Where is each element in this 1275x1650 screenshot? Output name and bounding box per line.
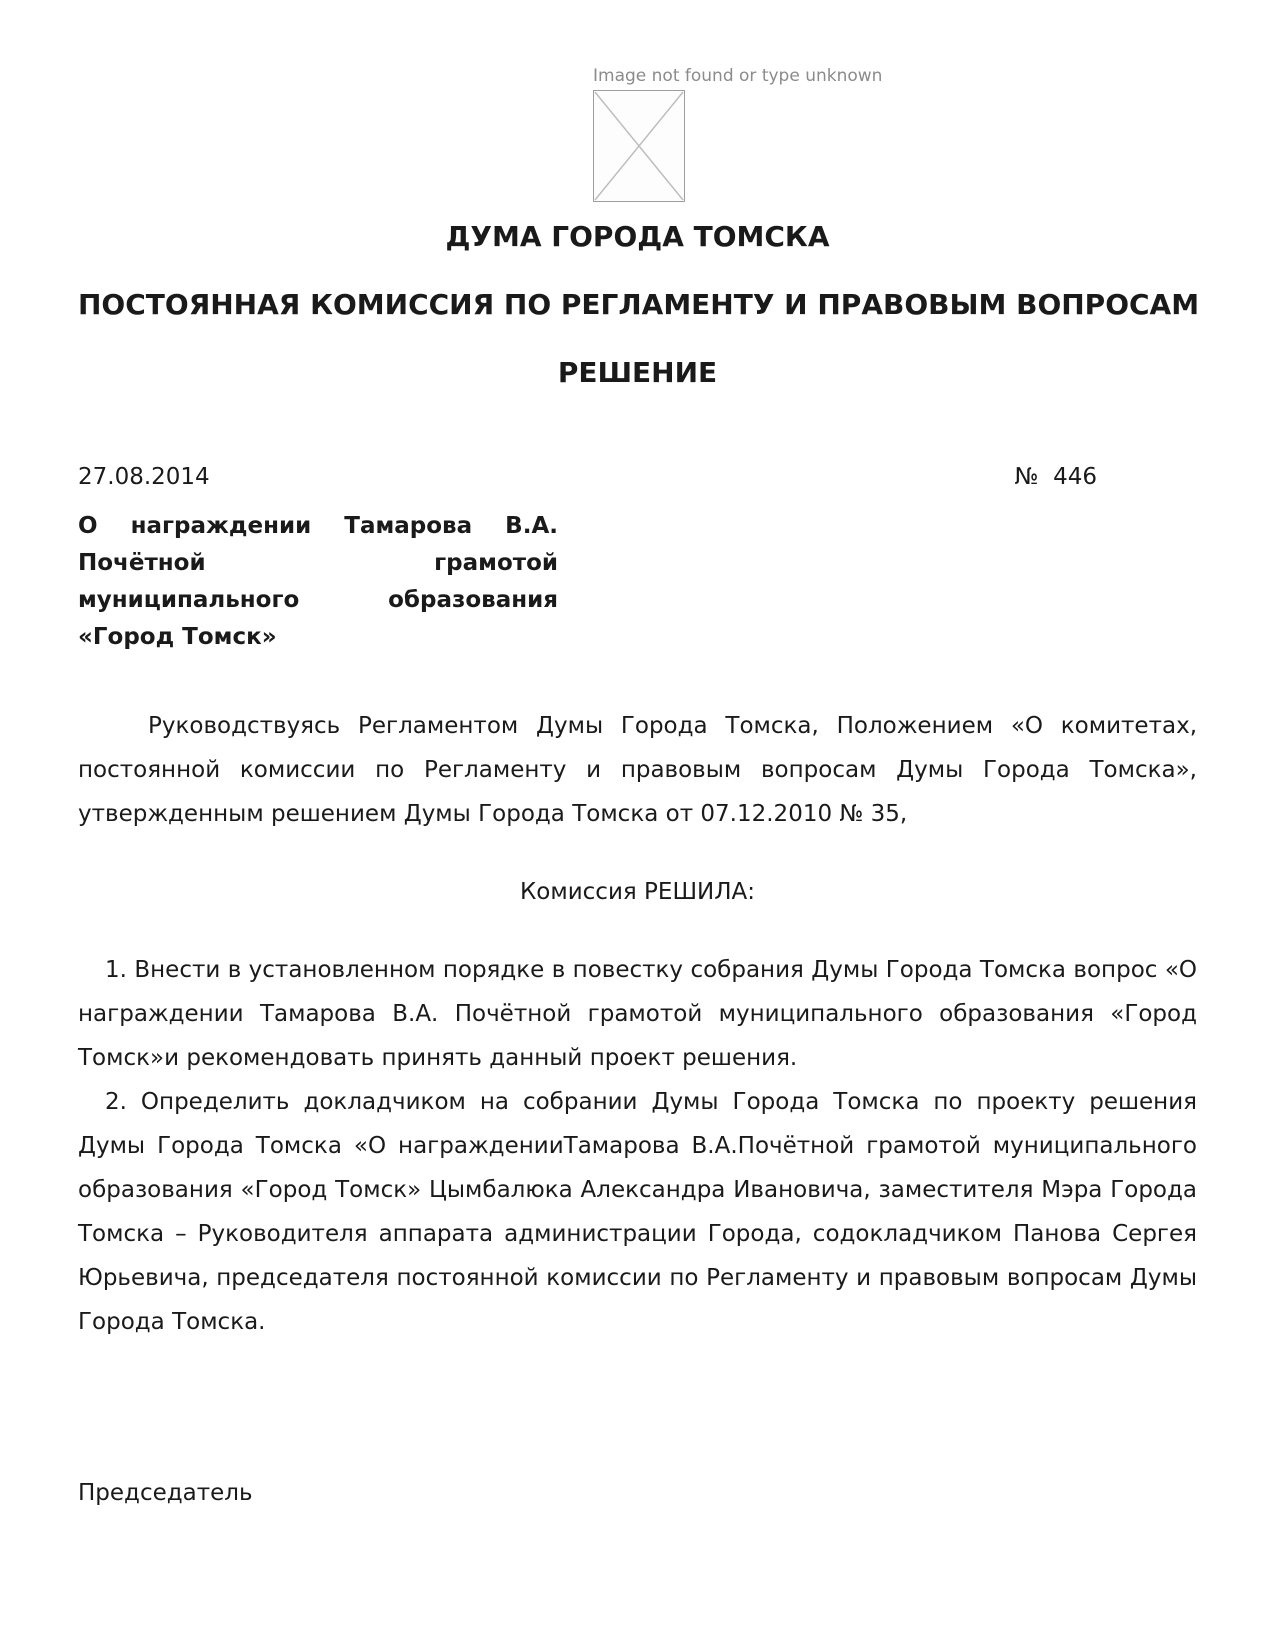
resolution-items — [78, 948, 1197, 1344]
header-image-placeholder — [593, 66, 883, 202]
document-date: 27.08.2014 — [78, 464, 210, 490]
document-number: № 446 — [1014, 464, 1097, 490]
organization-title: ДУМА ГОРОДА ТОМСКА — [445, 220, 830, 253]
broken-image-alt-text: Image not found or type unknown — [593, 66, 883, 86]
subject-line: муниципального образования — [78, 587, 558, 613]
signature-title: Председатель — [78, 1480, 253, 1506]
resolution-heading: Комиссия РЕШИЛА: — [519, 879, 756, 905]
subject-line: Почётной грамотой — [78, 550, 558, 576]
document-type-title: РЕШЕНИЕ — [557, 356, 718, 389]
subject-line: О награждении Тамарова В.А. — [78, 513, 558, 539]
subject-block — [78, 508, 558, 656]
preamble-paragraph: Руководствуясь Регламентом Думы Города Томска, Положением «О комитетах, постоянной комиссии по Регламенту и правовым вопросам Думы Города Томска», утвержденным решением Думы Города Томска от 07.12.2010 № 35, — [78, 713, 1197, 827]
commission-title: ПОСТОЯННАЯ КОМИССИЯ ПО РЕГЛАМЕНТУ И ПРАВОВЫМ ВОПРОСАМ — [78, 288, 1200, 321]
resolution-item: 1. Внести в установленном порядке в повестку собрания Думы Города Томска вопрос «О награждении Тамарова В.А. Почётной грамотой муниципального образования «Город Томск»и рекомендовать принять данный проект решения. — [78, 957, 1197, 1071]
subject-line: «Город Томск» — [78, 624, 277, 650]
broken-image-icon — [593, 90, 685, 202]
document-meta-row — [78, 462, 1197, 492]
resolution-item: 2. Определить докладчиком на собрании Думы Города Томска по проекту решения Думы Города Томска «О награжденииТамарова В.А.Почётной грамотой муниципального образования «Город Томск» Цымбалюка Александра Ивановича, заместителя Мэра Города Томска – Руководителя аппарата администрации Города, содокладчиком Панова Сергея Юрьевича, председателя постоянной комиссии по Регламенту и правовым вопросам Думы Города Томска. — [78, 1089, 1197, 1335]
